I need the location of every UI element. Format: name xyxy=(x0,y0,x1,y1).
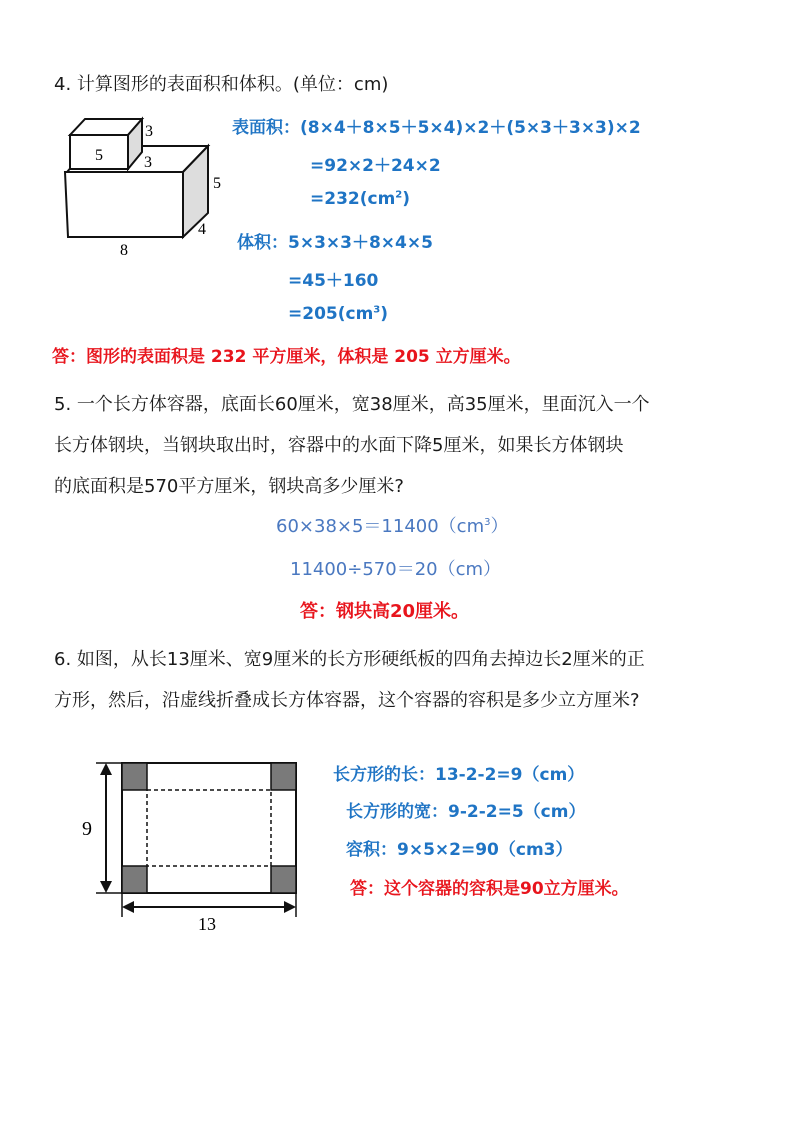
problem6-question-line2: 方形，然后，沿虚线折叠成长方体容器，这个容器的容积是多少立方厘米? xyxy=(54,690,640,711)
paren-close: ） xyxy=(490,516,509,537)
arrow-down-icon xyxy=(100,881,112,893)
small-length-label: 5 xyxy=(95,147,103,164)
corner-square-br xyxy=(271,866,296,893)
unit-exponent: 2 xyxy=(395,189,403,201)
corner-square-bl xyxy=(122,866,147,893)
small-height-label: 3 xyxy=(145,123,153,140)
problem6-solution-line1: 长方形的长：13-2-2=9（cm） xyxy=(333,765,585,785)
big-height-label: 5 xyxy=(213,175,221,192)
problem4-figure xyxy=(55,110,225,260)
volume-line1: 体积：5×3×3＋8×4×5 xyxy=(237,233,433,253)
big-length-label: 8 xyxy=(120,242,128,259)
problem6-question-line1: 6. 如图，从长13厘米、宽9厘米的长方形硬纸板的四角去掉边长2厘米的正 xyxy=(54,649,645,670)
volume-expression: 60×38×5＝11400（cm xyxy=(276,516,485,537)
volume-line2: =45＋160 xyxy=(288,271,379,291)
big-width-label: 4 xyxy=(198,221,206,238)
problem6-solution-line3: 容积：9×5×2=90（cm3） xyxy=(346,840,573,860)
problem6-answer: 答：这个容器的容积是90立方厘米。 xyxy=(350,879,629,899)
problem5-question-line2: 长方体钢块，当钢块取出时，容器中的水面下降5厘米，如果长方体钢块 xyxy=(54,435,624,456)
problem6-figure xyxy=(78,755,313,935)
arrow-left-icon xyxy=(122,901,134,913)
problem5-solution-line1 xyxy=(276,512,509,538)
big-box-front xyxy=(65,172,183,237)
problem5-answer: 答：钢块高20厘米。 xyxy=(300,601,470,622)
volume-line3 xyxy=(288,304,388,324)
problem4-question: 4. 计算图形的表面积和体积。(单位：cm) xyxy=(54,74,389,95)
corner-square-tr xyxy=(271,763,296,790)
problem4-answer: 答：图形的表面积是 232 平方厘米，体积是 205 立方厘米。 xyxy=(52,347,521,367)
surface-area-line1: 表面积：(8×4＋8×5＋5×4)×2＋(5×3＋3×3)×2 xyxy=(232,118,641,138)
paren-close: ) xyxy=(380,304,389,324)
paren-close: ) xyxy=(402,189,411,209)
width-label: 13 xyxy=(198,914,216,934)
corner-square-tl xyxy=(122,763,147,790)
problem6-solution-line2: 长方形的宽：9-2-2=5（cm） xyxy=(346,802,586,822)
surface-area-result: =232(cm xyxy=(310,189,396,209)
volume-result: =205(cm xyxy=(288,304,374,324)
arrow-right-icon xyxy=(284,901,296,913)
unit-exponent: 3 xyxy=(484,517,491,528)
unit-exponent: 3 xyxy=(373,304,381,316)
cardboard-rect xyxy=(122,763,296,893)
problem5-question-line1: 5. 一个长方体容器，底面长60厘米，宽38厘米，高35厘米，里面沉入一个 xyxy=(54,394,650,415)
problem5-solution-line2: 11400÷570＝20（cm） xyxy=(290,559,502,580)
height-label: 9 xyxy=(82,818,92,840)
surface-area-line2: =92×2＋24×2 xyxy=(310,156,441,176)
problem5-question-line3: 的底面积是570平方厘米，钢块高多少厘米? xyxy=(54,476,404,497)
small-width-label: 3 xyxy=(144,154,152,171)
arrow-up-icon xyxy=(100,763,112,775)
surface-area-line3 xyxy=(310,189,410,209)
